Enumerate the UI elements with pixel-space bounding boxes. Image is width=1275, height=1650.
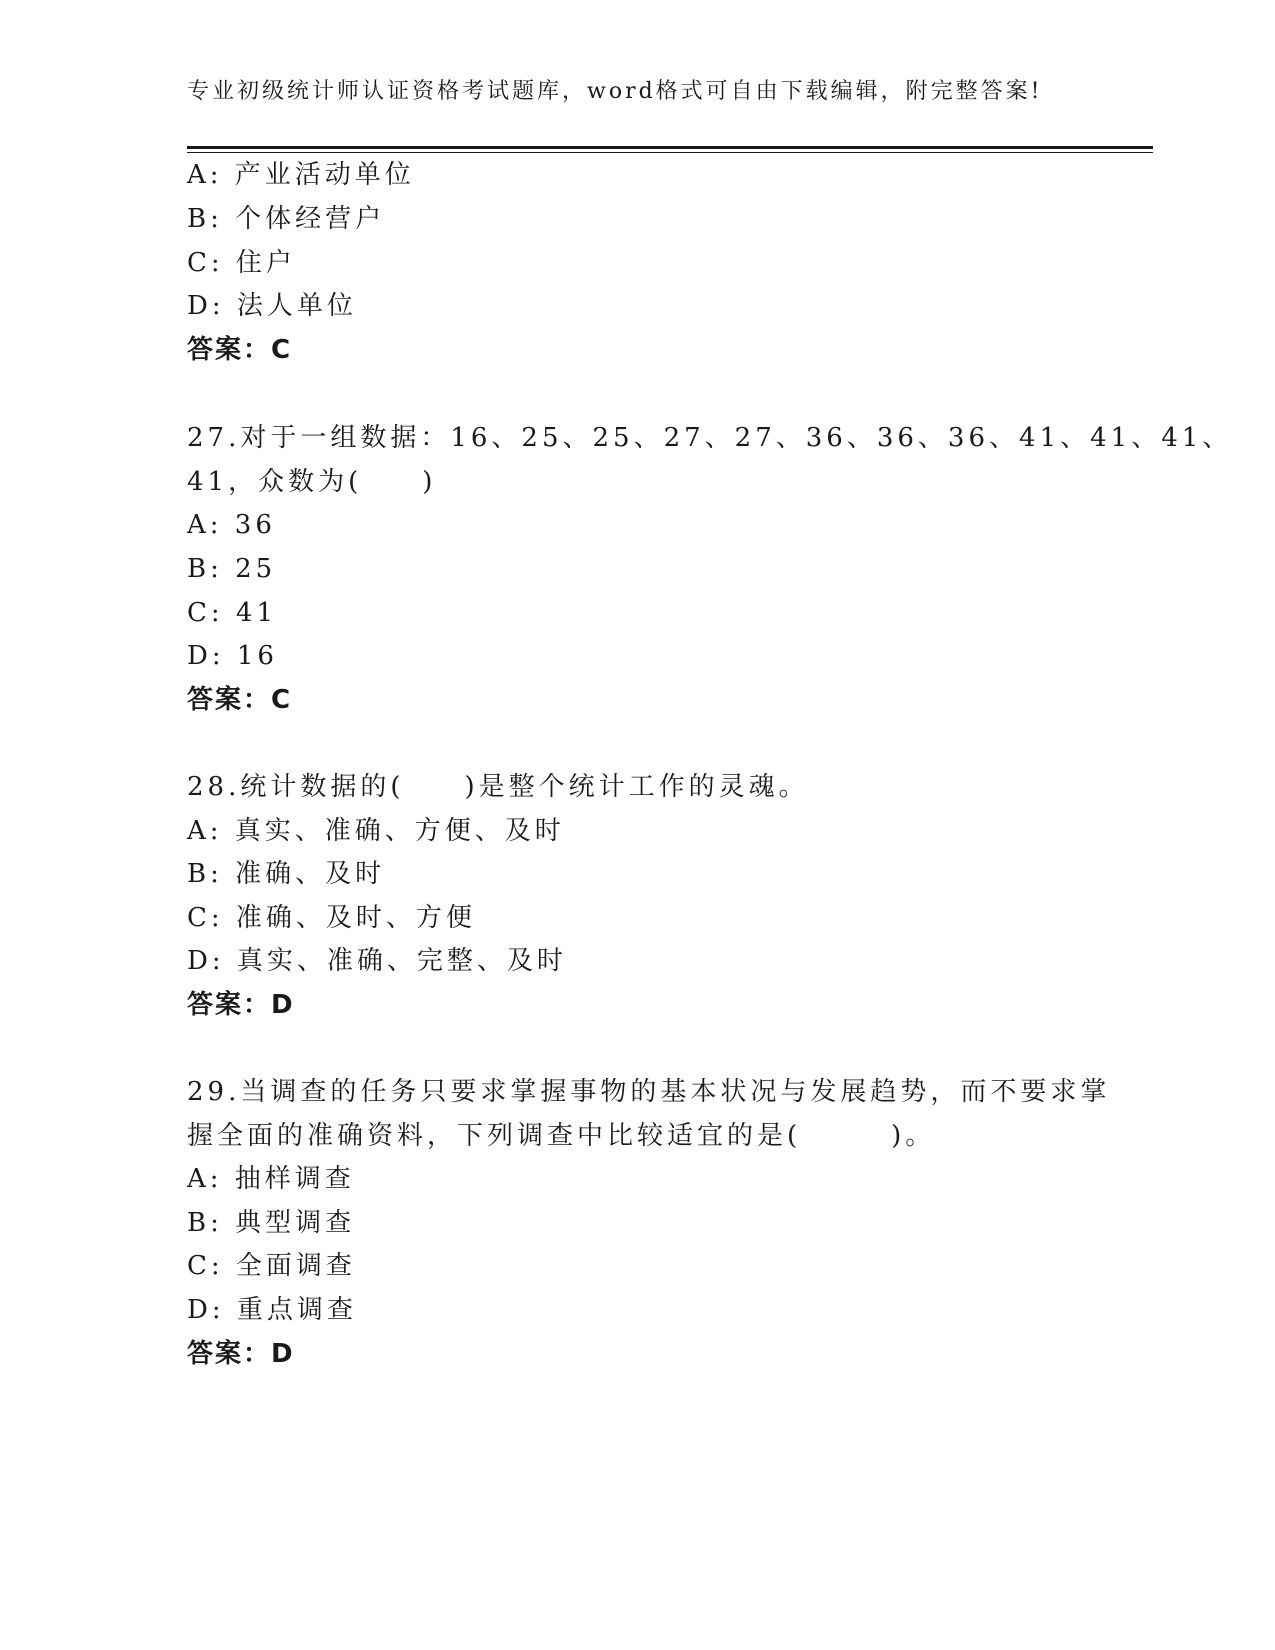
q27-option-a: A: 36 [187, 510, 276, 540]
header-divider-thick [187, 146, 1153, 149]
q29-option-c: C: 全面调查 [187, 1251, 356, 1281]
q29-option-b: B: 典型调查 [187, 1208, 356, 1238]
q27-question-line1: 27.对于一组数据：16、25、25、27、27、36、36、36、41、41、41、 [187, 423, 1233, 453]
page-header: 专业初级统计师认证资格考试题库，word格式可自由下载编辑，附完整答案! [187, 79, 1043, 104]
q26-option-d: D: 法人单位 [187, 291, 357, 321]
q27-question-line2: 41，众数为( ) [187, 467, 437, 497]
q27-answer: 答案：C [187, 685, 293, 715]
q26-option-c: C: 住户 [187, 248, 296, 278]
q29-question-line2: 握全面的准确资料，下列调查中比较适宜的是( )。 [187, 1121, 936, 1151]
q27-option-c: C: 41 [187, 598, 278, 628]
q29-option-a: A: 抽样调查 [187, 1164, 355, 1194]
header-divider-thin [187, 152, 1153, 153]
q27-option-d: D: 16 [187, 641, 278, 671]
q28-question-line1: 28.统计数据的( )是整个统计工作的灵魂。 [187, 772, 809, 802]
q28-answer: 答案：D [187, 990, 295, 1020]
q28-option-a: A: 真实、准确、方便、及时 [187, 816, 565, 846]
q29-question-line1: 29.当调查的任务只要求掌握事物的基本状况与发展趋势，而不要求掌 [187, 1077, 1111, 1107]
q29-option-d: D: 重点调查 [187, 1295, 357, 1325]
q29-answer: 答案：D [187, 1339, 295, 1369]
q28-option-d: D: 真实、准确、完整、及时 [187, 946, 567, 976]
q26-option-a: A: 产业活动单位 [187, 160, 415, 190]
q28-option-c: C: 准确、及时、方便 [187, 903, 476, 933]
q26-answer: 答案：C [187, 335, 293, 365]
q27-option-b: B: 25 [187, 554, 277, 584]
q26-option-b: B: 个体经营户 [187, 204, 386, 234]
q28-option-b: B: 准确、及时 [187, 859, 386, 889]
